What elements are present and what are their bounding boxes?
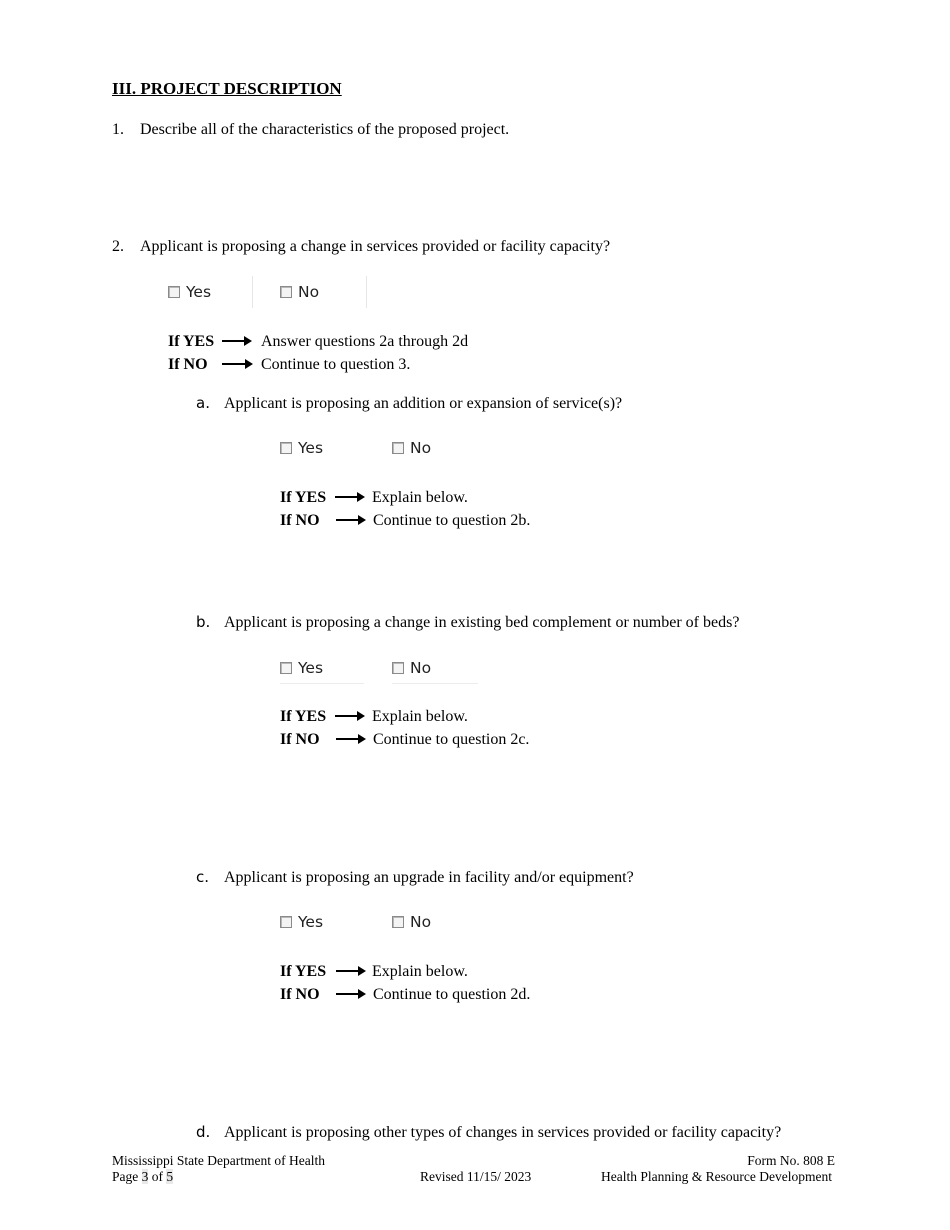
arrow-right-icon xyxy=(335,715,363,717)
arrow-right-icon xyxy=(336,738,364,740)
q2-yes-label: Yes xyxy=(186,283,212,301)
q2b-if-no: If NO xyxy=(280,731,320,748)
q2c-yes-option[interactable] xyxy=(280,909,323,935)
q2d-text: Applicant is proposing other types of changes in services provided or facility capacity? xyxy=(224,1124,782,1141)
q2a-if-yes-text: Explain below. xyxy=(372,489,468,506)
q2c-no-label: No xyxy=(410,913,432,931)
q2-no-option[interactable] xyxy=(280,279,319,305)
q2c-no-checkbox[interactable] xyxy=(392,916,404,928)
q2a-yes-label: Yes xyxy=(298,439,324,457)
footer-form-no: Form No. 808 E xyxy=(747,1153,835,1168)
arrow-right-icon xyxy=(336,970,364,972)
q2-if-no: If NO xyxy=(168,356,208,373)
q2-if-yes-text: Answer questions 2a through 2d xyxy=(261,333,469,350)
q1-number: 1. xyxy=(112,121,124,138)
divider xyxy=(280,683,364,684)
q2a-no-checkbox[interactable] xyxy=(392,442,404,454)
q1-text: Describe all of the characteristics of the proposed project. xyxy=(140,121,510,138)
q2a-yes-option[interactable] xyxy=(280,435,323,461)
section-title: III. PROJECT DESCRIPTION xyxy=(112,79,342,98)
q2b-no-option[interactable] xyxy=(392,655,431,681)
q2-no-checkbox[interactable] xyxy=(280,286,292,298)
q2c-text: Applicant is proposing an upgrade in facility and/or equipment? xyxy=(224,869,634,886)
q2c-no-option[interactable] xyxy=(392,909,431,935)
q2-no-label: No xyxy=(298,283,320,301)
footer-page-of: of xyxy=(148,1169,167,1184)
arrow-right-icon xyxy=(336,519,364,521)
q2b-if-no-text: Continue to question 2c. xyxy=(373,731,530,748)
q2-if-yes: If YES xyxy=(168,333,215,350)
q2d-letter: d. xyxy=(196,1123,211,1141)
q2-if-no-text: Continue to question 3. xyxy=(261,356,411,373)
q2c-yes-label: Yes xyxy=(298,913,324,931)
footer-page-total: 5 xyxy=(166,1169,174,1184)
footer-page-prefix: Page xyxy=(112,1169,142,1184)
q2a-no-label: No xyxy=(410,439,432,457)
q2a-letter: a. xyxy=(196,394,210,412)
q2c-if-no-text: Continue to question 2d. xyxy=(373,986,531,1003)
q2a-if-yes: If YES xyxy=(280,489,327,506)
q2b-if-yes: If YES xyxy=(280,708,327,725)
q2a-yes-checkbox[interactable] xyxy=(280,442,292,454)
q2c-letter: c. xyxy=(196,868,210,886)
footer-org: Mississippi State Department of Health xyxy=(112,1153,325,1168)
q2c-if-yes: If YES xyxy=(280,963,327,980)
q2b-if-yes-text: Explain below. xyxy=(372,708,468,725)
q2c-if-yes-text: Explain below. xyxy=(372,963,468,980)
footer-division: Health Planning & Resource Development xyxy=(601,1169,832,1184)
q2-text: Applicant is proposing a change in services provided or facility capacity? xyxy=(140,238,611,255)
q2a-if-no-text: Continue to question 2b. xyxy=(373,512,531,529)
q2b-yes-label: Yes xyxy=(298,659,324,677)
q2c-if-no: If NO xyxy=(280,986,320,1003)
q2a-no-option[interactable] xyxy=(392,435,431,461)
q2a-if-no: If NO xyxy=(280,512,320,529)
q2a-text: Applicant is proposing an addition or expansion of service(s)? xyxy=(224,395,623,412)
footer-revised: Revised 11/15/ 2023 xyxy=(420,1169,532,1184)
divider xyxy=(392,683,478,684)
footer-page xyxy=(112,1170,173,1184)
q2-number: 2. xyxy=(112,238,124,255)
q2b-text: Applicant is proposing a change in existing bed complement or number of beds? xyxy=(224,614,740,631)
q2b-no-label: No xyxy=(410,659,432,677)
q2b-yes-option[interactable] xyxy=(280,655,323,681)
arrow-right-icon xyxy=(222,340,250,342)
arrow-right-icon xyxy=(335,496,363,498)
q2b-no-checkbox[interactable] xyxy=(392,662,404,674)
q2b-yes-checkbox[interactable] xyxy=(280,662,292,674)
divider xyxy=(366,276,367,308)
footer-page-current: 3 xyxy=(141,1169,149,1184)
arrow-right-icon xyxy=(222,363,251,365)
q2-yes-checkbox[interactable] xyxy=(168,286,180,298)
q2c-yes-checkbox[interactable] xyxy=(280,916,292,928)
divider xyxy=(252,276,253,308)
q2-yes-option[interactable] xyxy=(168,279,211,305)
arrow-right-icon xyxy=(336,993,364,995)
q2b-letter: b. xyxy=(196,613,211,631)
